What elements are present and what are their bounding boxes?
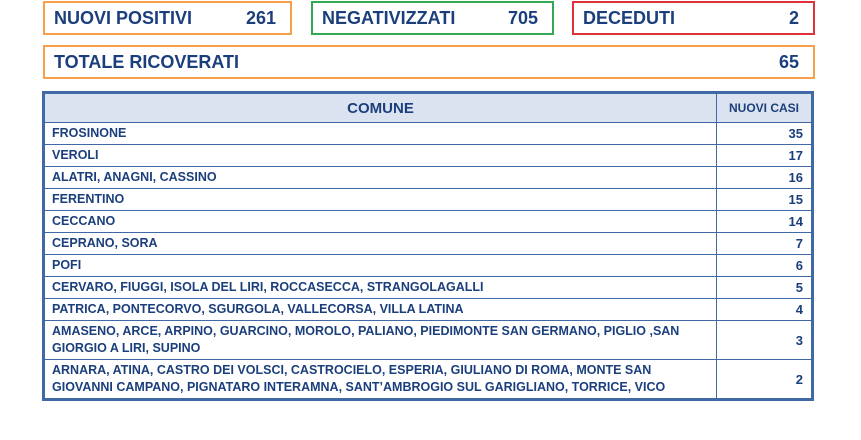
table-row bbox=[45, 299, 812, 321]
deceduti-label: DECEDUTI bbox=[583, 7, 676, 28]
comuni-table bbox=[42, 91, 814, 401]
row-casi: 14 bbox=[717, 211, 812, 233]
negativizzati-value: 705 bbox=[507, 7, 538, 28]
row-comuni: CERVARO, FIUGGI, ISOLA DEL LIRI, ROCCASECCA, STRANGOLAGALLI bbox=[45, 277, 717, 299]
nuovi-positivi-value: 261 bbox=[245, 7, 276, 28]
row-comuni: ALATRI, ANAGNI, CASSINO bbox=[45, 167, 717, 189]
row-comuni: VEROLI bbox=[45, 145, 717, 167]
row-comuni: FERENTINO bbox=[45, 189, 717, 211]
row-comuni: CECCANO bbox=[45, 211, 717, 233]
row-casi: 6 bbox=[717, 255, 812, 277]
row-casi: 17 bbox=[717, 145, 812, 167]
table-row bbox=[45, 233, 812, 255]
row-comuni: CEPRANO, SORA bbox=[45, 233, 717, 255]
row-comuni: AMASENO, ARCE, ARPINO, GUARCINO, MOROLO, PALIANO, PIEDIMONTE SAN GERMANO, PIGLIO ,SAN GIORGIO A LIRI, SUPINO bbox=[45, 321, 717, 360]
row-comuni: FROSINONE bbox=[45, 123, 717, 145]
negativizzati-label: NEGATIVIZZATI bbox=[322, 7, 456, 28]
row-casi: 5 bbox=[717, 277, 812, 299]
header-nuovi-casi: NUOVI CASI bbox=[717, 94, 812, 123]
table-row bbox=[45, 255, 812, 277]
table-row bbox=[45, 321, 812, 360]
stat-box-nuovi-positivi bbox=[43, 1, 292, 35]
totale-ricoverati-label: TOTALE RICOVERATI bbox=[54, 51, 240, 72]
row-comuni: ARNARA, ATINA, CASTRO DEI VOLSCI, CASTROCIELO, ESPERIA, GIULIANO DI ROMA, MONTE SAN GIOVANNI CAMPANO, PIGNATARO INTERAMNA, SANT’AMBROGIO SUL GARIGLIANO, TORRICE, VICO bbox=[45, 360, 717, 399]
stat-box-totale-ricoverati bbox=[43, 45, 815, 79]
table-header-row bbox=[45, 94, 812, 123]
nuovi-positivi-label: NUOVI POSITIVI bbox=[54, 7, 193, 28]
table-row bbox=[45, 360, 812, 399]
row-casi: 15 bbox=[717, 189, 812, 211]
stat-box-negativizzati bbox=[311, 1, 554, 35]
header-comune: COMUNE bbox=[45, 94, 717, 123]
row-comuni: PATRICA, PONTECORVO, SGURGOLA, VALLECORSA, VILLA LATINA bbox=[45, 299, 717, 321]
table-row bbox=[45, 211, 812, 233]
row-casi: 3 bbox=[717, 321, 812, 360]
table-row bbox=[45, 189, 812, 211]
deceduti-value: 2 bbox=[788, 7, 799, 28]
table-row bbox=[45, 277, 812, 299]
row-casi: 7 bbox=[717, 233, 812, 255]
row-casi: 16 bbox=[717, 167, 812, 189]
table-row bbox=[45, 167, 812, 189]
totale-ricoverati-value: 65 bbox=[778, 51, 799, 72]
row-casi: 2 bbox=[717, 360, 812, 399]
table-row bbox=[45, 123, 812, 145]
row-casi: 4 bbox=[717, 299, 812, 321]
row-comuni: POFI bbox=[45, 255, 717, 277]
table-row bbox=[45, 145, 812, 167]
row-casi: 35 bbox=[717, 123, 812, 145]
stat-box-deceduti bbox=[572, 1, 815, 35]
